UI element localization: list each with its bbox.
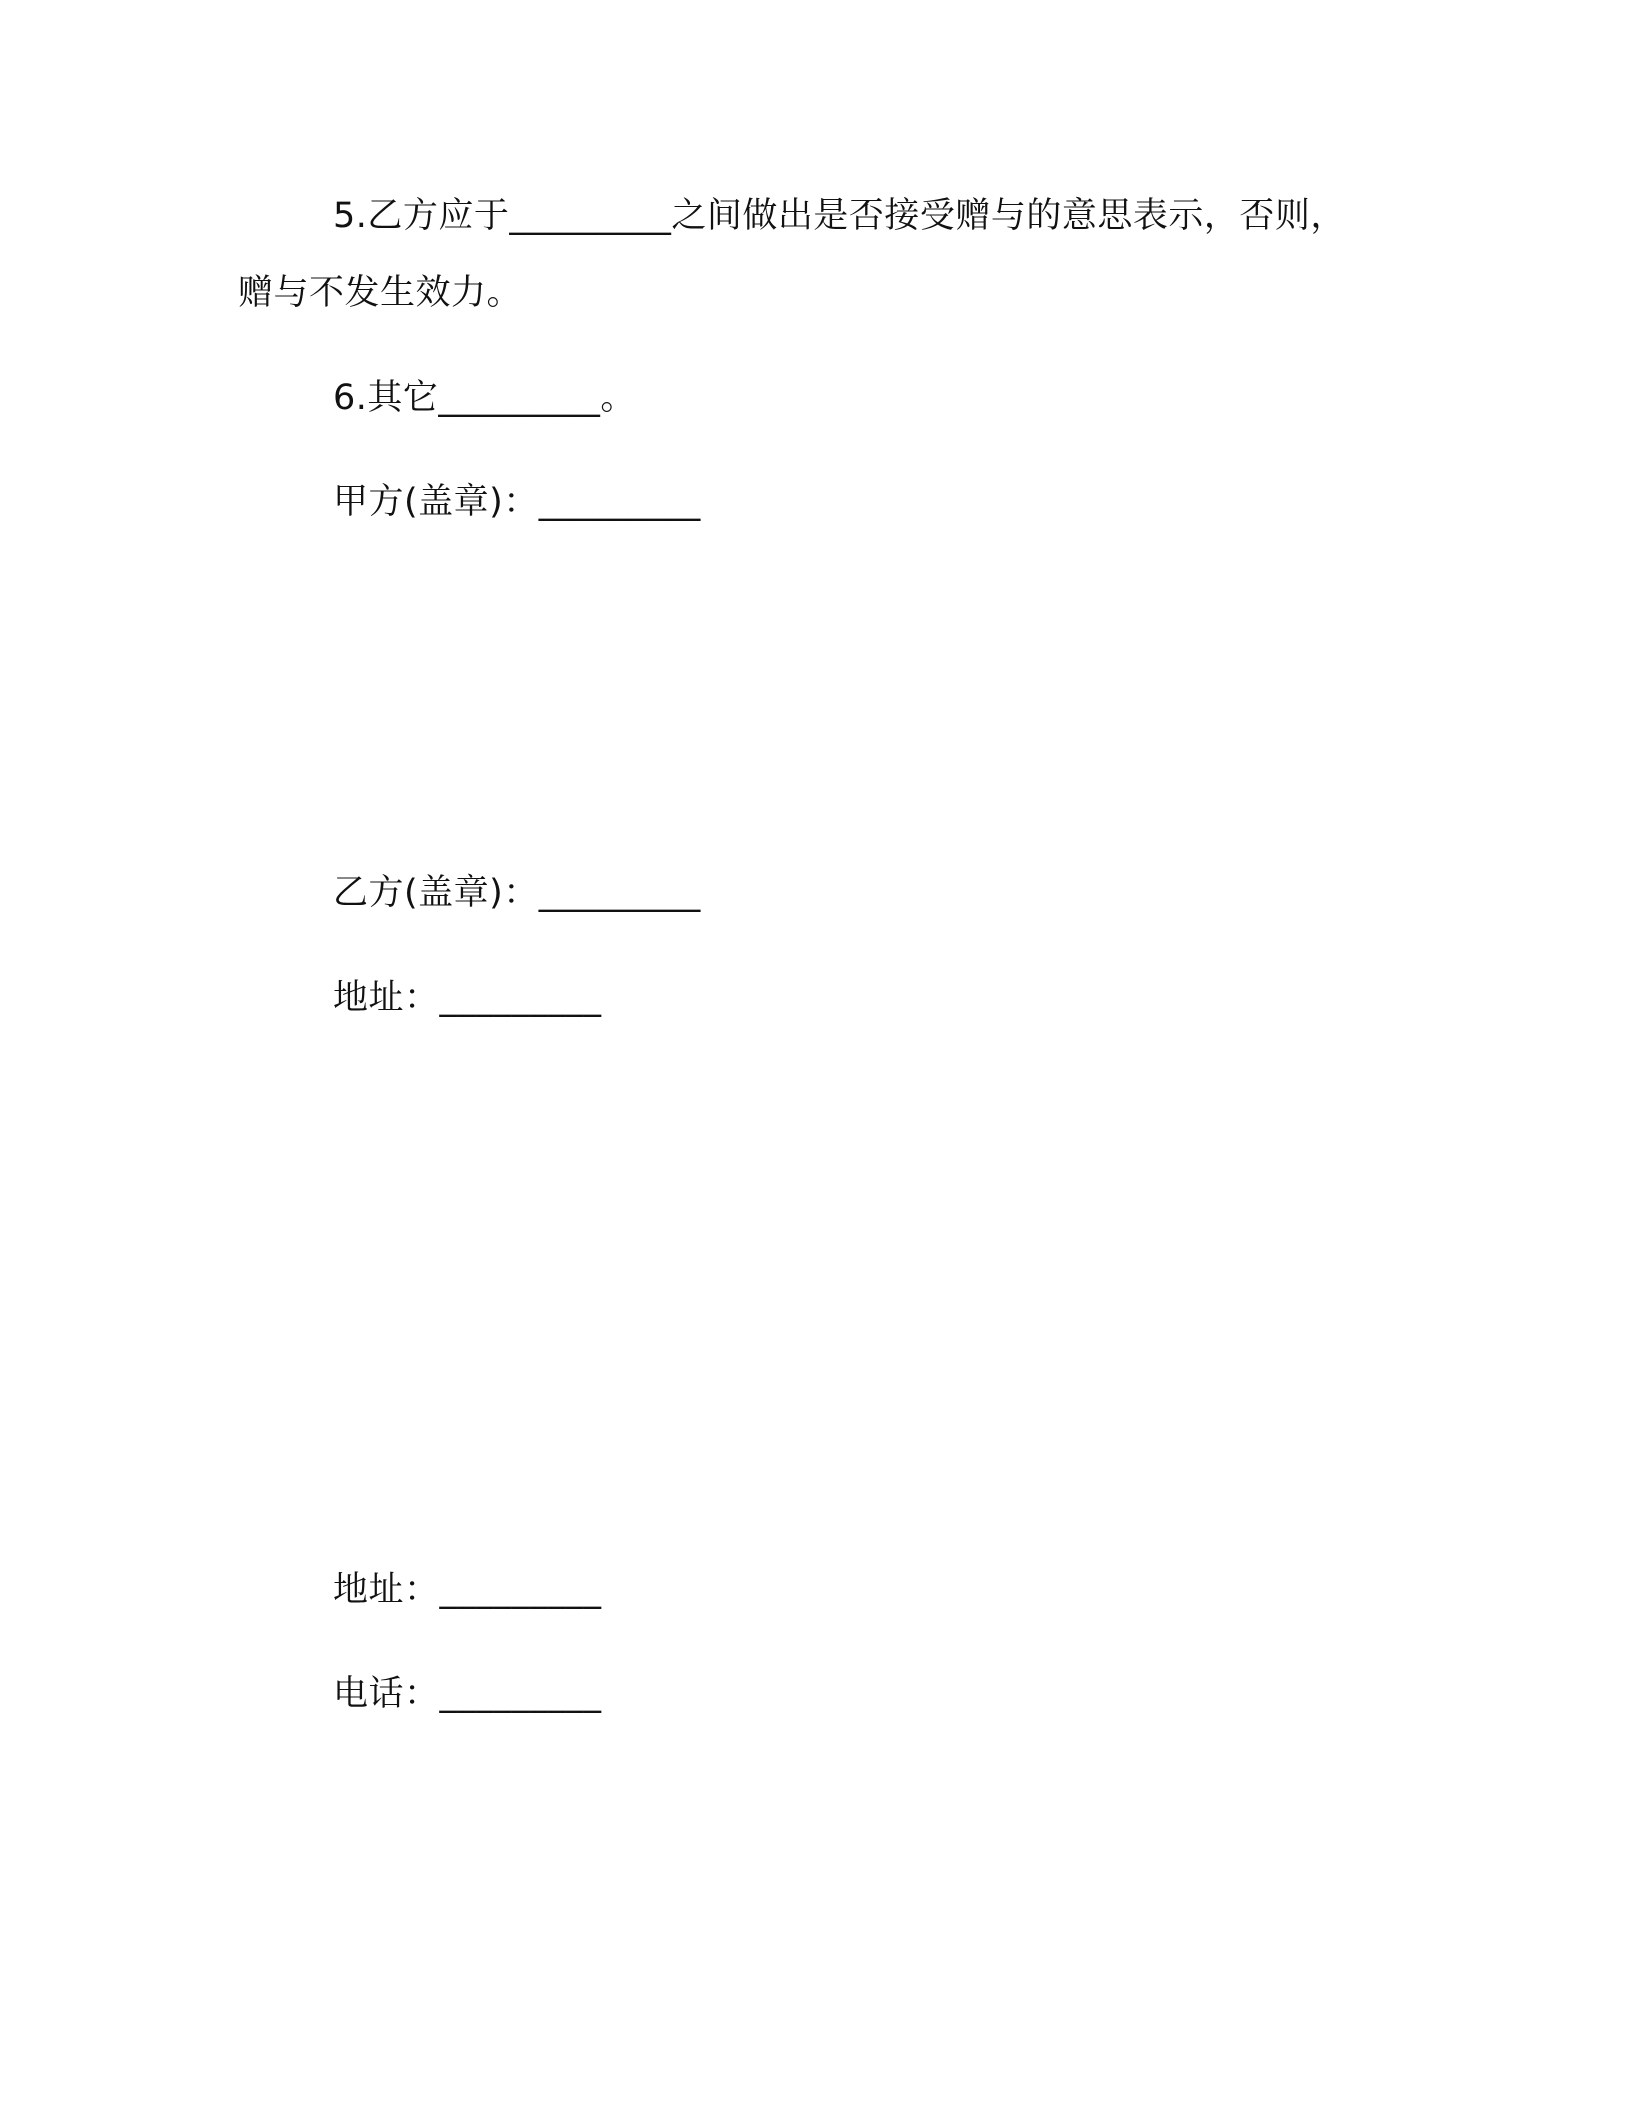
phone: 电话：_________ bbox=[333, 1674, 602, 1714]
clause-5-line-1: 5.乙方应于_________之间做出是否接受赠与的意思表示，否则， bbox=[333, 196, 1346, 236]
party-b-seal: 乙方(盖章)：_________ bbox=[333, 873, 701, 913]
clause-6: 6.其它_________。 bbox=[333, 378, 636, 418]
party-a-seal: 甲方(盖章)：_________ bbox=[333, 482, 701, 522]
clause-5-line-2: 赠与不发生效力。 bbox=[238, 273, 523, 313]
address-2: 地址：_________ bbox=[333, 1570, 602, 1610]
address-1: 地址：_________ bbox=[333, 978, 602, 1018]
